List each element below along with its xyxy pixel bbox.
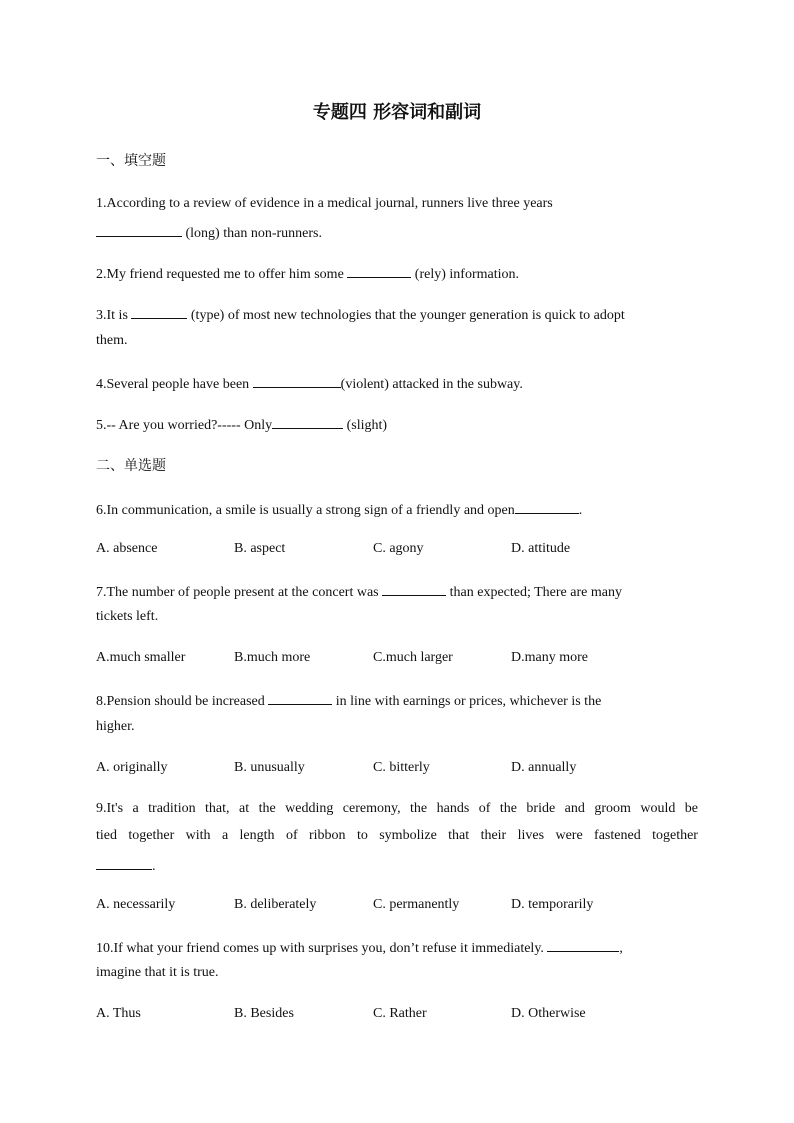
word: a: [132, 801, 139, 816]
question-4-text-end: (violent) attacked in the subway.: [340, 377, 523, 392]
word: ribbon: [309, 828, 346, 843]
answer-blank: [347, 264, 411, 278]
word: of: [285, 828, 298, 843]
question-4-text: 4.Several people have been: [96, 377, 253, 392]
question-7-text-end: than expected; There are many: [446, 585, 622, 600]
word: with: [185, 828, 211, 843]
question-4: [96, 374, 523, 393]
question-3-line-2: them.: [96, 333, 128, 348]
option-b[interactable]: B. deliberately: [234, 897, 317, 912]
word: and: [564, 801, 585, 816]
answer-blank: [272, 415, 343, 429]
word: length: [239, 828, 275, 843]
question-1-line-1: 1.According to a review of evidence in a medical journal, runners live three years: [96, 196, 553, 211]
question-10-line-2: imagine that it is true.: [96, 965, 219, 980]
word: fastened: [594, 828, 641, 843]
question-2-text: 2.My friend requested me to offer him some: [96, 267, 348, 282]
question-9-line-3: [96, 856, 156, 875]
word: of: [478, 801, 491, 816]
option-b[interactable]: B. unusually: [234, 760, 305, 775]
question-6-options: [96, 541, 656, 561]
question-2-text-end: (rely) information.: [411, 267, 519, 282]
question-9-text-end: .: [152, 859, 156, 874]
answer-blank: [131, 305, 187, 319]
option-d[interactable]: D. annually: [511, 760, 577, 775]
word: the: [410, 801, 428, 816]
word: bride: [526, 801, 556, 816]
word: that: [448, 828, 470, 843]
question-5-text-end: (slight): [343, 418, 388, 433]
word: together: [128, 828, 175, 843]
question-3-text: 3.It is: [96, 308, 132, 323]
word: tied: [96, 828, 117, 843]
option-d[interactable]: D. attitude: [511, 541, 571, 556]
word: ceremony,: [342, 801, 401, 816]
option-c[interactable]: C. agony: [373, 541, 424, 556]
question-8-line-1: [96, 691, 601, 710]
question-8-line-2: higher.: [96, 719, 135, 734]
option-c[interactable]: C. bitterly: [373, 760, 430, 775]
question-7-options: [96, 650, 656, 670]
option-d[interactable]: D. temporarily: [511, 897, 594, 912]
word: a: [221, 828, 229, 843]
option-c[interactable]: C. permanently: [373, 897, 460, 912]
option-b[interactable]: B. aspect: [234, 541, 286, 556]
word: their: [480, 828, 507, 843]
option-a[interactable]: A.much smaller: [96, 650, 186, 665]
page-title: 专题四 形容词和副词: [312, 102, 482, 123]
answer-blank: [515, 500, 579, 514]
question-8-options: [96, 760, 656, 780]
question-9-options: [96, 897, 656, 917]
option-a[interactable]: A. originally: [96, 760, 168, 775]
question-8-text-end: in line with earnings or prices, whichever is the: [332, 694, 602, 709]
word: lives: [517, 828, 545, 843]
question-9-line-1: [96, 801, 698, 817]
word: hands: [436, 801, 470, 816]
question-7-text: 7.The number of people present at the concert was: [96, 585, 383, 600]
word: symbolize: [379, 828, 437, 843]
question-6-text: 6.In communication, a smile is usually a strong sign of a friendly and open: [96, 503, 515, 518]
question-7-line-1: [96, 582, 622, 601]
word: be: [684, 801, 698, 816]
word: together: [652, 828, 698, 843]
question-3-line-1: [96, 305, 625, 324]
word: the: [258, 801, 276, 816]
question-2: [96, 264, 519, 283]
word: wedding: [285, 801, 334, 816]
question-10-text-end: ,: [619, 941, 623, 956]
answer-blank: [382, 582, 446, 596]
question-3-text-end: (type) of most new technologies that the younger generation is quick to adopt: [187, 308, 625, 323]
option-b[interactable]: B.much more: [234, 650, 311, 665]
question-9-line-2: [96, 828, 698, 844]
option-a[interactable]: A. Thus: [96, 1006, 141, 1021]
word: groom: [594, 801, 631, 816]
question-6-text-end: .: [578, 503, 583, 518]
word: that,: [205, 801, 230, 816]
section-heading-choice: 二、单选题: [96, 458, 166, 474]
question-10-options: [96, 1006, 656, 1026]
word: at: [239, 801, 250, 816]
answer-blank: [268, 691, 332, 705]
word: would: [640, 801, 676, 816]
word: 9.It's: [96, 801, 124, 816]
option-c[interactable]: C.much larger: [373, 650, 453, 665]
word: the: [499, 801, 517, 816]
question-6: [96, 500, 582, 519]
word: to: [356, 828, 368, 843]
question-7-line-2: tickets left.: [96, 609, 159, 624]
question-1-text: (long) than non-runners.: [182, 226, 322, 241]
question-5-text: 5.-- Are you worried?----- Only: [96, 418, 273, 433]
option-d[interactable]: D.many more: [511, 650, 588, 665]
word: tradition: [148, 801, 196, 816]
answer-blank: [96, 856, 152, 870]
word: were: [555, 828, 583, 843]
option-c[interactable]: C. Rather: [373, 1006, 427, 1021]
answer-blank: [253, 374, 341, 388]
option-d[interactable]: D. Otherwise: [511, 1006, 586, 1021]
option-b[interactable]: B. Besides: [234, 1006, 294, 1021]
question-10-line-1: [96, 938, 623, 957]
question-8-text: 8.Pension should be increased: [96, 694, 269, 709]
answer-blank: [547, 938, 619, 952]
section-heading-fill: 一、填空题: [96, 153, 166, 169]
option-a[interactable]: A. absence: [96, 541, 158, 556]
option-a[interactable]: A. necessarily: [96, 897, 176, 912]
question-1-line-2: [96, 223, 322, 242]
question-10-text: 10.If what your friend comes up with surprises you, don’t refuse it immediately.: [96, 941, 548, 956]
answer-blank: [96, 223, 182, 237]
question-5: [96, 415, 387, 434]
